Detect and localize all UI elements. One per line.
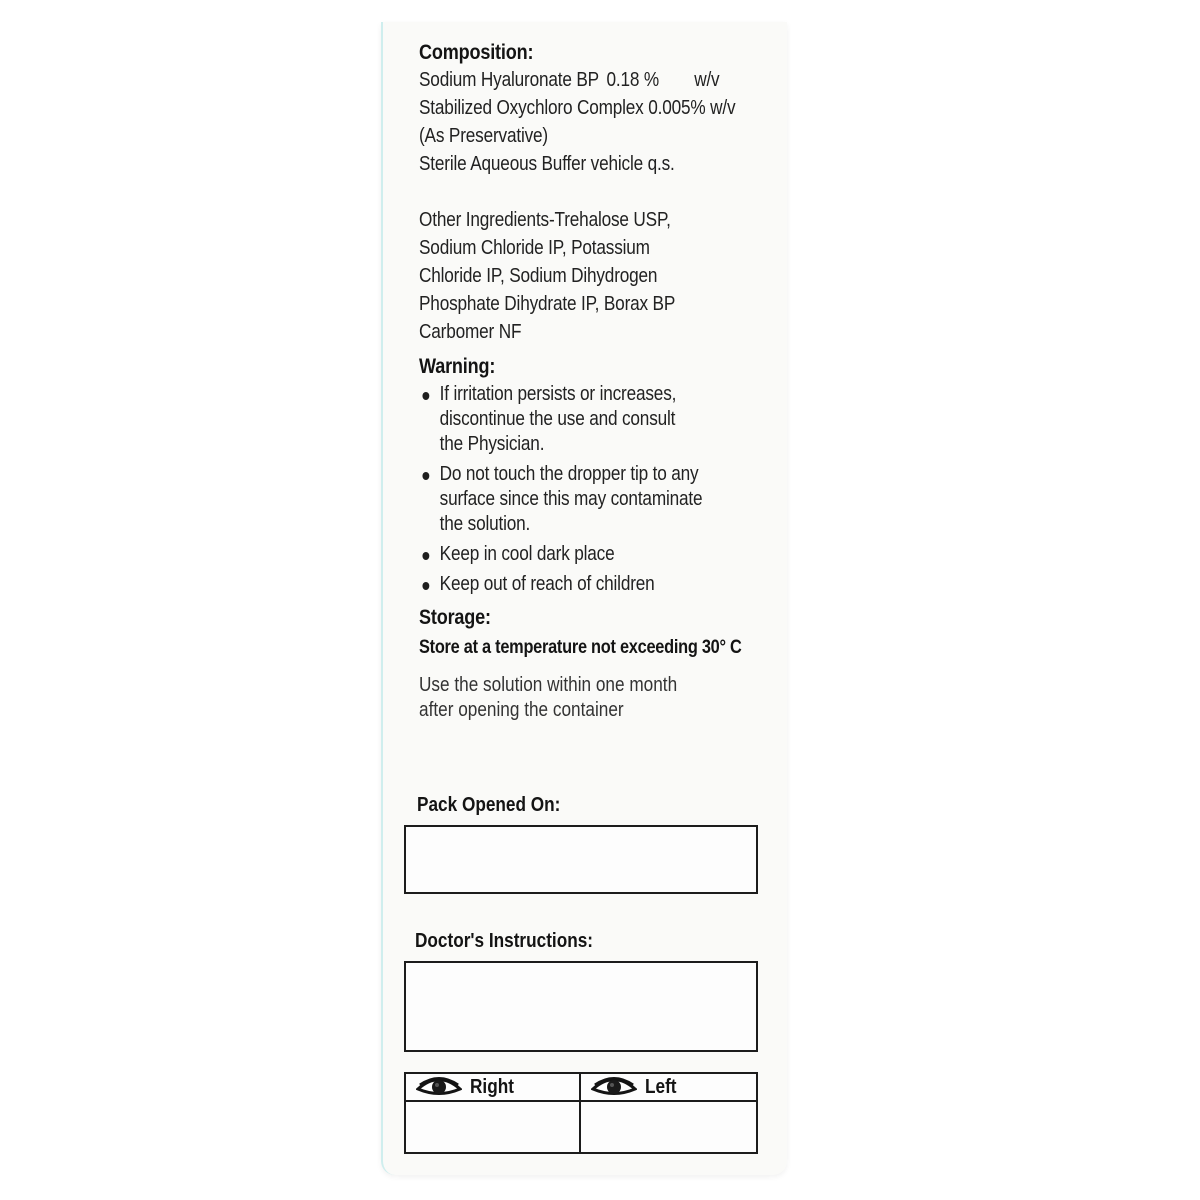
pack-opened-field[interactable] — [404, 825, 758, 894]
label-content — [419, 40, 742, 723]
doctor-instructions-label: Doctor's Instructions: — [415, 930, 594, 952]
storage-note-line: after opening the container — [419, 699, 624, 721]
warning-item: Keep in cool dark place — [419, 542, 733, 567]
active-ingredient-unit: w/v — [694, 69, 720, 91]
warning-heading: Warning: — [419, 355, 496, 378]
other-ingredients-line: Carbomer NF — [419, 321, 522, 343]
right-eye-label: Right — [470, 1075, 514, 1098]
storage-heading: Storage: — [419, 606, 491, 629]
product-label-panel — [381, 22, 787, 1175]
storage-temperature: Store at a temperature not exceeding 30° C — [419, 637, 742, 658]
pack-opened-label: Pack Opened On: — [417, 794, 561, 816]
warning-item: If irritation persists or increases, discontinue the use and consult the Physician. — [419, 382, 698, 457]
right-eye-field[interactable] — [406, 1102, 581, 1152]
active-ingredient-name: Sodium Hyaluronate BP — [419, 69, 599, 91]
left-eye-label: Left — [645, 1075, 677, 1098]
storage-note — [419, 673, 733, 723]
other-ingredients-line: Phosphate Dihydrate IP, Borax BP — [419, 293, 676, 315]
vehicle-line: Sterile Aqueous Buffer vehicle q.s. — [419, 153, 675, 175]
other-ingredients-line: Other Ingredients-Trehalose USP, — [419, 209, 671, 231]
warning-item: Keep out of reach of children — [419, 572, 733, 597]
left-eye-header — [581, 1074, 756, 1102]
warning-section — [419, 354, 733, 597]
eye-icon — [416, 1076, 462, 1098]
left-eye-field[interactable] — [581, 1102, 756, 1152]
eye-dosage-table — [404, 1072, 758, 1154]
other-ingredients-line: Sodium Chloride IP, Potassium — [419, 237, 650, 259]
storage-section — [419, 605, 742, 723]
storage-note-line: Use the solution within one month — [419, 674, 678, 696]
other-ingredients-line: Chloride IP, Sodium Dihydrogen — [419, 265, 658, 287]
active-ingredient-concentration: 0.18 % — [606, 69, 660, 91]
composition-section — [419, 40, 736, 346]
warning-list — [419, 382, 733, 597]
doctor-instructions-field[interactable] — [404, 961, 758, 1052]
preservative-note: (As Preservative) — [419, 125, 548, 147]
spacer — [419, 178, 733, 206]
active-ingredient-row — [419, 66, 733, 94]
right-eye-header — [406, 1074, 581, 1102]
preservative-line: Stabilized Oxychloro Complex 0.005% w/v — [419, 97, 736, 119]
warning-item: Do not touch the dropper tip to any surface since this may contaminate the solution. — [419, 462, 715, 537]
composition-heading: Composition: — [419, 41, 534, 64]
eye-icon — [591, 1076, 637, 1098]
